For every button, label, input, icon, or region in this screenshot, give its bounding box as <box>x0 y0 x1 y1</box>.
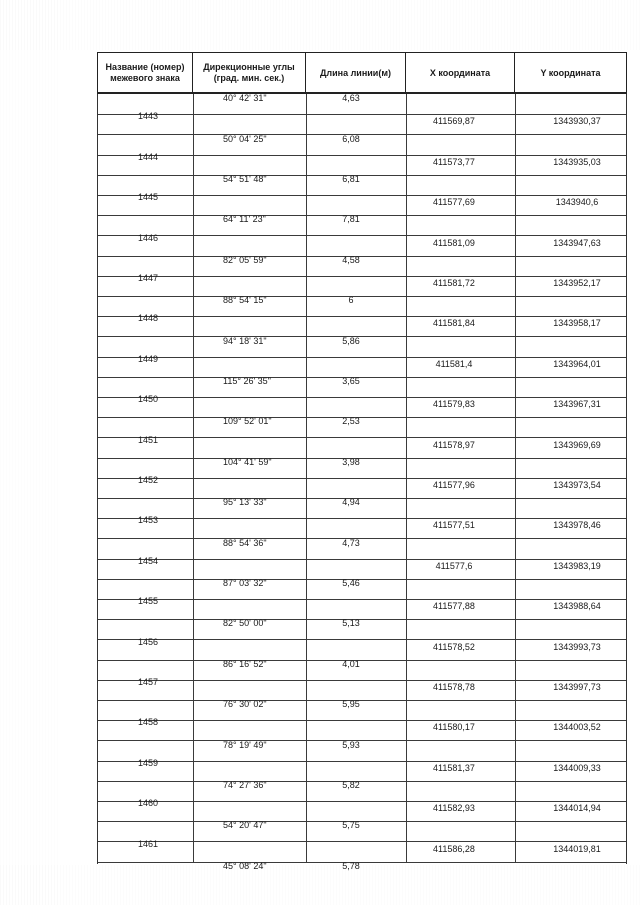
row-divider <box>98 579 626 580</box>
angle-cell: 40° 42' 31" <box>223 93 267 104</box>
header-x: X координата <box>406 53 515 93</box>
angle-cell: 82° 50' 00" <box>223 618 267 629</box>
y-coordinate-cell: 1343969,69 <box>553 439 601 450</box>
header-y: Y координата <box>540 67 601 78</box>
point-name-cell: 1455 <box>137 596 159 607</box>
x-coordinate-cell: 411577,88 <box>433 601 475 612</box>
x-coordinate-cell: 411581,09 <box>433 237 475 248</box>
x-coordinate-cell: 411579,83 <box>433 399 475 410</box>
row-divider <box>98 538 626 539</box>
length-cell: 3,65 <box>342 375 360 386</box>
table-body <box>97 93 627 871</box>
row-divider <box>98 357 626 358</box>
row-divider <box>98 619 626 620</box>
point-name-cell: 1449 <box>137 353 159 364</box>
point-name-cell: 1443 <box>137 111 159 122</box>
point-name-cell: 1457 <box>137 676 159 687</box>
row-divider <box>98 437 626 438</box>
angle-cell: 115° 26' 35" <box>223 375 271 386</box>
point-name-cell: 1459 <box>137 757 159 768</box>
point-name-cell: 1452 <box>137 474 159 485</box>
row-divider <box>98 417 626 418</box>
y-coordinate-cell: 1343940,6 <box>555 197 599 208</box>
point-name-cell: 1454 <box>137 555 159 566</box>
y-coordinate-cell: 1344003,52 <box>553 722 601 733</box>
x-coordinate-cell: 411577,51 <box>433 520 475 531</box>
y-coordinate-cell: 1343983,19 <box>553 560 601 571</box>
header-name: Название (номер) межевого знака <box>98 53 193 93</box>
angle-cell: 95° 13' 33" <box>223 497 267 508</box>
y-coordinate-cell: 1343967,31 <box>553 399 601 410</box>
y-coordinate-cell: 1343958,17 <box>553 318 601 329</box>
row-divider <box>98 134 626 135</box>
point-name-cell: 1446 <box>137 232 159 243</box>
row-divider <box>98 175 626 176</box>
angle-cell: 82° 05' 59" <box>223 254 267 265</box>
y-coordinate-cell: 1344009,33 <box>553 762 601 773</box>
angle-cell: 88° 54' 15" <box>223 295 267 306</box>
row-divider <box>98 518 626 519</box>
row-divider <box>98 599 626 600</box>
length-cell: 4,58 <box>342 254 360 265</box>
angle-cell: 54° 51' 48" <box>223 173 267 184</box>
header-length: Длина линии(м) <box>306 53 406 93</box>
row-divider <box>98 680 626 681</box>
x-coordinate-cell: 411577,69 <box>433 197 475 208</box>
x-coordinate-cell: 411581,72 <box>433 277 475 288</box>
x-coordinate-cell: 411578,52 <box>433 641 475 652</box>
row-divider <box>98 639 626 640</box>
x-coordinate-cell: 411581,84 <box>433 318 475 329</box>
x-coordinate-cell: 411573,77 <box>433 156 475 167</box>
y-coordinate-cell: 1343952,17 <box>553 277 601 288</box>
x-coordinate-cell: 411586,28 <box>433 843 475 854</box>
x-coordinate-cell: 411578,78 <box>433 681 475 692</box>
angle-cell: 109° 52' 01" <box>223 416 272 427</box>
scan-noise-bottom <box>0 865 640 905</box>
row-divider <box>98 377 626 378</box>
angle-cell: 64° 11' 23" <box>223 214 266 225</box>
length-cell: 4,63 <box>342 93 360 104</box>
y-coordinate-cell: 1343993,73 <box>553 641 601 652</box>
length-cell: 6,08 <box>342 133 360 144</box>
scan-noise-top <box>0 0 640 50</box>
row-divider <box>98 296 626 297</box>
angle-cell: 104° 41' 59" <box>223 456 272 467</box>
length-cell: 5,93 <box>342 739 360 750</box>
angle-cell: 78° 19' 49" <box>223 739 267 750</box>
point-name-cell: 1453 <box>137 515 159 526</box>
angle-cell: 88° 54' 36" <box>223 537 267 548</box>
row-divider <box>98 195 626 196</box>
row-divider <box>98 660 626 661</box>
point-name-cell: 1448 <box>137 313 159 324</box>
y-coordinate-cell: 1344019,81 <box>553 843 601 854</box>
length-cell: 3,98 <box>342 456 360 467</box>
header-angle: Дирекционные углы (град. мин. сек.) <box>193 53 306 93</box>
row-divider <box>98 316 626 317</box>
row-divider <box>98 761 626 762</box>
y-coordinate-cell: 1343930,37 <box>553 116 601 127</box>
row-divider <box>98 215 626 216</box>
point-name-cell: 1461 <box>137 838 159 849</box>
row-divider <box>98 155 626 156</box>
angle-cell: 74° 27' 36" <box>223 779 267 790</box>
length-cell: 7,81 <box>342 214 360 225</box>
row-divider <box>98 801 626 802</box>
length-cell: 5,13 <box>342 618 360 629</box>
angle-cell: 45° 08' 24" <box>223 860 267 871</box>
y-coordinate-cell: 1343978,46 <box>553 520 601 531</box>
length-cell: 4,73 <box>342 537 360 548</box>
length-cell: 5,78 <box>342 860 360 871</box>
row-divider <box>98 256 626 257</box>
length-cell: 5,86 <box>342 335 360 346</box>
x-coordinate-cell: 411578,97 <box>433 439 475 450</box>
point-name-cell: 1444 <box>137 151 159 162</box>
angle-cell: 54° 20' 47" <box>223 820 267 831</box>
row-divider <box>98 781 626 782</box>
x-coordinate-cell: 411569,87 <box>433 116 475 127</box>
angle-cell: 94° 18' 31" <box>223 335 267 346</box>
angle-cell: 50° 04' 25" <box>223 133 267 144</box>
row-divider <box>98 720 626 721</box>
x-coordinate-cell: 411577,6 <box>435 560 473 571</box>
y-coordinate-cell: 1343973,54 <box>553 479 601 490</box>
point-name-cell: 1450 <box>137 394 159 405</box>
row-divider <box>98 559 626 560</box>
x-coordinate-cell: 411581,37 <box>433 762 475 773</box>
row-divider <box>98 740 626 741</box>
y-coordinate-cell: 1343964,01 <box>553 358 601 369</box>
length-cell: 6 <box>348 295 354 306</box>
length-cell: 6,81 <box>342 173 360 184</box>
x-coordinate-cell: 411582,93 <box>433 803 475 814</box>
row-divider <box>98 821 626 822</box>
length-cell: 5,46 <box>342 577 360 588</box>
length-cell: 5,95 <box>342 699 360 710</box>
row-divider <box>98 336 626 337</box>
point-name-cell: 1460 <box>137 798 159 809</box>
scan-noise-left <box>0 0 60 905</box>
row-divider <box>98 700 626 701</box>
table-header <box>97 52 627 94</box>
boundary-table <box>97 52 627 871</box>
row-divider <box>98 114 626 115</box>
length-cell: 2,53 <box>342 416 360 427</box>
point-name-cell: 1445 <box>137 192 159 203</box>
length-cell: 4,94 <box>342 497 360 508</box>
point-name-cell: 1456 <box>137 636 159 647</box>
y-coordinate-cell: 1343988,64 <box>553 601 601 612</box>
angle-cell: 76° 30' 02" <box>223 699 267 710</box>
length-cell: 5,82 <box>342 779 360 790</box>
y-coordinate-cell: 1343935,03 <box>553 156 601 167</box>
y-coordinate-cell: 1343947,63 <box>553 237 601 248</box>
x-coordinate-cell: 411580,17 <box>433 722 475 733</box>
row-divider <box>98 841 626 842</box>
row-divider <box>98 235 626 236</box>
y-coordinate-cell: 1343997,73 <box>553 681 601 692</box>
angle-cell: 87° 03' 32" <box>223 577 267 588</box>
row-divider <box>98 498 626 499</box>
length-cell: 5,75 <box>342 820 360 831</box>
point-name-cell: 1458 <box>137 717 159 728</box>
y-coordinate-cell: 1344014,94 <box>553 803 601 814</box>
row-divider <box>98 276 626 277</box>
row-divider <box>98 397 626 398</box>
x-coordinate-cell: 411577,96 <box>433 479 475 490</box>
point-name-cell: 1447 <box>137 272 159 283</box>
x-coordinate-cell: 411581,4 <box>435 358 473 369</box>
row-divider <box>98 862 626 863</box>
length-cell: 4,01 <box>342 658 360 669</box>
row-divider <box>98 458 626 459</box>
angle-cell: 86° 16' 52" <box>223 658 267 669</box>
point-name-cell: 1451 <box>137 434 159 445</box>
row-divider <box>98 478 626 479</box>
